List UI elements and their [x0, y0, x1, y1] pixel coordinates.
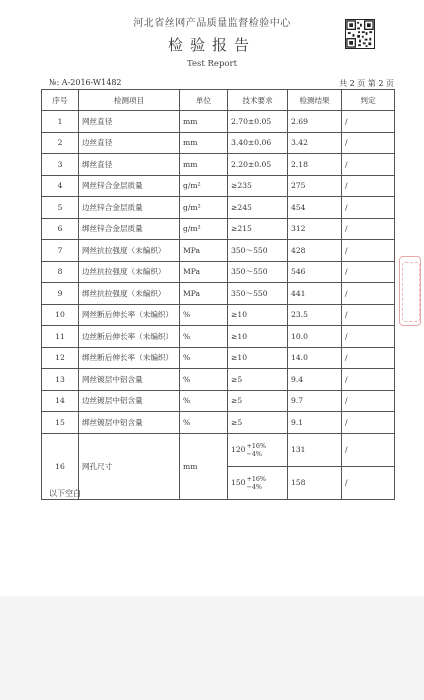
unit: g/m²	[180, 218, 228, 240]
test-result: 158	[288, 466, 342, 499]
tolerance	[247, 475, 267, 491]
tolerance-minus: −4%	[246, 482, 262, 491]
test-item: 绑丝锌合金层质量	[79, 218, 180, 240]
verdict: /	[342, 175, 395, 197]
verdict: /	[342, 304, 395, 326]
test-item: 绑丝抗拉强度（未编织）	[79, 283, 180, 305]
report-number: №: A-2016-W1482	[49, 78, 122, 87]
test-item: 网丝抗拉强度（未编织）	[79, 240, 180, 262]
unit: mm	[180, 433, 228, 499]
test-result: 9.7	[288, 390, 342, 412]
technical-requirement: 2.70±0.05	[228, 111, 288, 133]
test-item: 网丝断后伸长率（未编织）	[79, 304, 180, 326]
technical-requirement: 2.20±0.05	[228, 154, 288, 176]
table-row	[42, 412, 395, 434]
unit: g/m²	[180, 197, 228, 219]
row-number: 10	[42, 304, 79, 326]
row-number: 1	[42, 111, 79, 133]
test-result: 441	[288, 283, 342, 305]
table-row	[42, 218, 395, 240]
unit: %	[180, 390, 228, 412]
test-item: 边丝镀层中铝含量	[79, 390, 180, 412]
test-result: 275	[288, 175, 342, 197]
test-item: 网丝直径	[79, 111, 180, 133]
report-subtitle: Test Report	[187, 59, 237, 69]
test-item: 绑丝镀层中铝含量	[79, 412, 180, 434]
technical-requirement: 350～550	[228, 240, 288, 262]
verdict: /	[342, 347, 395, 369]
test-result: 10.0	[288, 326, 342, 348]
technical-requirement: ≥245	[228, 197, 288, 219]
test-result: 546	[288, 261, 342, 283]
test-result: 2.69	[288, 111, 342, 133]
verdict: /	[342, 283, 395, 305]
tolerance	[247, 442, 267, 458]
verdict: /	[342, 261, 395, 283]
tolerance-plus: +16%	[246, 474, 267, 483]
row-number: 4	[42, 175, 79, 197]
verdict: /	[342, 197, 395, 219]
qr-code-icon	[345, 19, 375, 49]
unit: %	[180, 412, 228, 434]
technical-requirement: ≥5	[228, 369, 288, 391]
verdict: /	[342, 132, 395, 154]
technical-requirement: ≥10	[228, 347, 288, 369]
technical-requirement	[228, 433, 288, 466]
test-result: 9.4	[288, 369, 342, 391]
test-result: 2.18	[288, 154, 342, 176]
test-item: 边丝锌合金层质量	[79, 197, 180, 219]
table-row	[42, 154, 395, 176]
mesh-base-size: 150	[231, 477, 246, 487]
verdict: /	[342, 326, 395, 348]
technical-requirement: ≥10	[228, 326, 288, 348]
row-number: 14	[42, 390, 79, 412]
test-result: 3.42	[288, 132, 342, 154]
table-row	[42, 369, 395, 391]
test-item: 网孔尺寸	[79, 433, 180, 499]
row-number: 2	[42, 132, 79, 154]
test-result: 23.5	[288, 304, 342, 326]
verdict: /	[342, 433, 395, 466]
technical-requirement: ≥5	[228, 390, 288, 412]
test-item: 边丝直径	[79, 132, 180, 154]
unit: %	[180, 347, 228, 369]
column-header: 单位	[180, 90, 228, 111]
technical-requirement: 350～550	[228, 283, 288, 305]
verdict: /	[342, 240, 395, 262]
verdict: /	[342, 390, 395, 412]
red-seal-stamp	[399, 256, 421, 326]
table-header-row	[42, 90, 395, 111]
test-result: 312	[288, 218, 342, 240]
table-row	[42, 347, 395, 369]
table-row	[42, 175, 395, 197]
tolerance-minus: −4%	[246, 449, 262, 458]
table-row	[42, 390, 395, 412]
table-row	[42, 304, 395, 326]
row-number: 16	[42, 433, 79, 499]
row-number: 11	[42, 326, 79, 348]
row-number: 6	[42, 218, 79, 240]
table-row	[42, 111, 395, 133]
page-margin	[0, 596, 424, 700]
verdict: /	[342, 218, 395, 240]
table-row	[42, 326, 395, 348]
test-item: 边丝断后伸长率（未编织）	[79, 326, 180, 348]
unit: MPa	[180, 283, 228, 305]
unit: MPa	[180, 240, 228, 262]
verdict: /	[342, 154, 395, 176]
table-row	[42, 240, 395, 262]
table-row	[42, 261, 395, 283]
verdict: /	[342, 369, 395, 391]
row-number: 7	[42, 240, 79, 262]
verdict: /	[342, 111, 395, 133]
test-results-table	[41, 89, 395, 500]
row-number: 12	[42, 347, 79, 369]
test-result: 9.1	[288, 412, 342, 434]
test-item: 绑丝断后伸长率（未编织）	[79, 347, 180, 369]
column-header: 检测项目	[79, 90, 180, 111]
mesh-base-size: 120	[231, 444, 246, 454]
table-row	[42, 283, 395, 305]
test-result: 14.0	[288, 347, 342, 369]
row-number: 5	[42, 197, 79, 219]
technical-requirement	[228, 466, 288, 499]
unit: %	[180, 326, 228, 348]
verdict: /	[342, 412, 395, 434]
unit: %	[180, 304, 228, 326]
test-item: 边丝抗拉强度（未编织）	[79, 261, 180, 283]
column-header: 技术要求	[228, 90, 288, 111]
row-number: 13	[42, 369, 79, 391]
verdict: /	[342, 466, 395, 499]
page-info: 共 2 页 第 2 页	[339, 79, 394, 88]
institution-name: 河北省丝网产品质量监督检验中心	[133, 18, 291, 29]
test-result: 131	[288, 433, 342, 466]
technical-requirement: 350～550	[228, 261, 288, 283]
table-row	[42, 132, 395, 154]
test-item: 绑丝直径	[79, 154, 180, 176]
technical-requirement: ≥235	[228, 175, 288, 197]
test-item: 网丝镀层中铝含量	[79, 369, 180, 391]
report-title: 检验报告	[167, 36, 256, 54]
end-of-report-note: 以下空白	[49, 489, 81, 498]
table-row	[42, 197, 395, 219]
column-header: 序号	[42, 90, 79, 111]
tolerance-plus: +16%	[246, 441, 267, 450]
test-result: 428	[288, 240, 342, 262]
technical-requirement: ≥10	[228, 304, 288, 326]
row-number: 9	[42, 283, 79, 305]
unit: %	[180, 369, 228, 391]
technical-requirement: 3.40±0.06	[228, 132, 288, 154]
unit: mm	[180, 132, 228, 154]
column-header: 检测结果	[288, 90, 342, 111]
unit: MPa	[180, 261, 228, 283]
technical-requirement: ≥215	[228, 218, 288, 240]
row-number: 15	[42, 412, 79, 434]
technical-requirement: ≥5	[228, 412, 288, 434]
table-row	[42, 433, 395, 466]
unit: g/m²	[180, 175, 228, 197]
column-header: 判定	[342, 90, 395, 111]
row-number: 3	[42, 154, 79, 176]
test-item: 网丝锌合金层质量	[79, 175, 180, 197]
unit: mm	[180, 111, 228, 133]
row-number: 8	[42, 261, 79, 283]
test-result: 454	[288, 197, 342, 219]
unit: mm	[180, 154, 228, 176]
